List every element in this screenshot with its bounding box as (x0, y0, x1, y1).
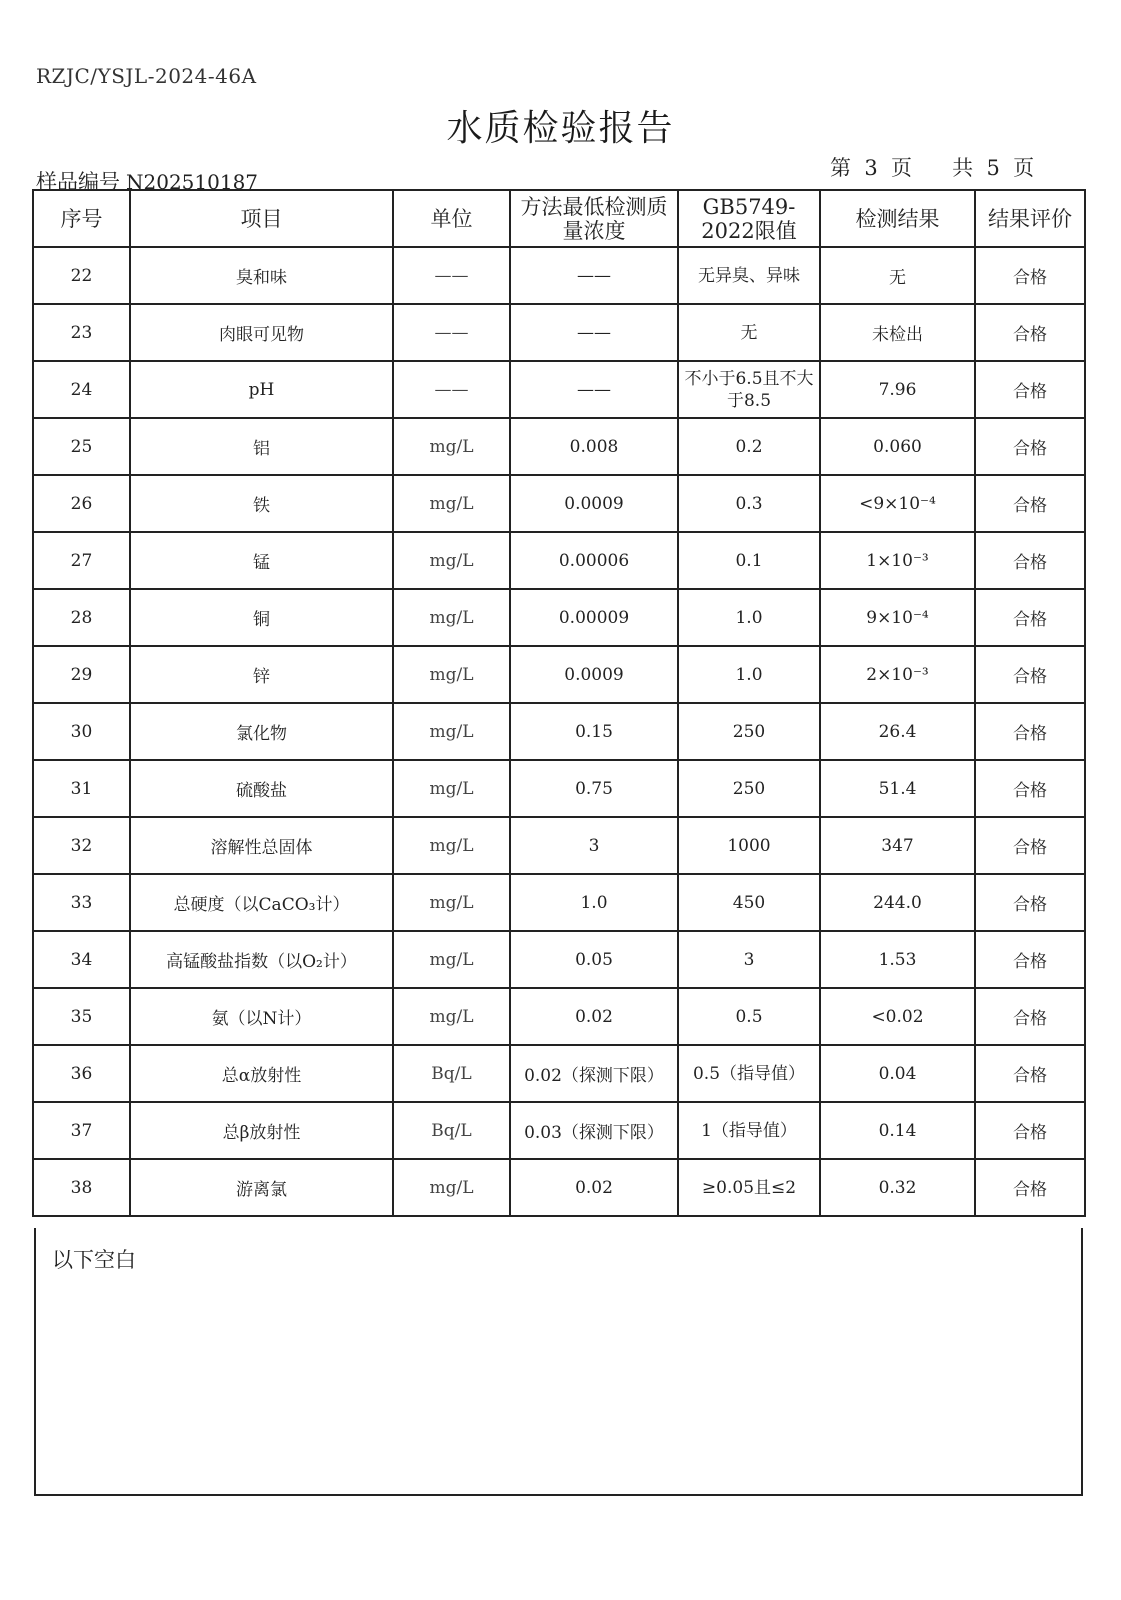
cell-seq: 25 (33, 418, 130, 475)
cell-unit: —— (393, 247, 510, 304)
cell-result: 7.96 (820, 361, 975, 418)
cell-mdl: 0.03（探测下限） (510, 1102, 678, 1159)
cell-result: 2×10⁻³ (820, 646, 975, 703)
cell-seq: 24 (33, 361, 130, 418)
cell-mdl: —— (510, 247, 678, 304)
cell-item: 臭和味 (130, 247, 393, 304)
cell-result: <9×10⁻⁴ (820, 475, 975, 532)
cell-result: 244.0 (820, 874, 975, 931)
cell-mdl: —— (510, 361, 678, 418)
table-row (33, 874, 1085, 931)
cell-eval: 合格 (975, 760, 1085, 817)
table-row (33, 760, 1085, 817)
table-row (33, 988, 1085, 1045)
cell-eval: 合格 (975, 874, 1085, 931)
cell-limit: 0.5（指导值） (678, 1045, 820, 1102)
page-info: 第 3 页 共 5 页 (830, 156, 1035, 180)
cell-unit: Bq/L (393, 1102, 510, 1159)
cell-limit: 0.3 (678, 475, 820, 532)
cell-eval: 合格 (975, 988, 1085, 1045)
cell-mdl: —— (510, 304, 678, 361)
col-header-unit: 单位 (393, 190, 510, 247)
cell-result: 0.060 (820, 418, 975, 475)
cell-result: 1×10⁻³ (820, 532, 975, 589)
cell-eval: 合格 (975, 1102, 1085, 1159)
cell-unit: mg/L (393, 760, 510, 817)
cell-eval: 合格 (975, 247, 1085, 304)
sample-label: 样品编号 (36, 170, 120, 194)
cell-item: 铁 (130, 475, 393, 532)
cell-unit: mg/L (393, 475, 510, 532)
table-row (33, 931, 1085, 988)
cell-unit: mg/L (393, 703, 510, 760)
cell-result: 0.14 (820, 1102, 975, 1159)
cell-item: 氨（以N计） (130, 988, 393, 1045)
cell-item: 硫酸盐 (130, 760, 393, 817)
cell-mdl: 1.0 (510, 874, 678, 931)
cell-limit: 1（指导值） (678, 1102, 820, 1159)
table-row (33, 361, 1085, 418)
cell-limit: 无 (678, 304, 820, 361)
cell-item: 总α放射性 (130, 1045, 393, 1102)
cell-eval: 合格 (975, 475, 1085, 532)
cell-eval: 合格 (975, 418, 1085, 475)
cell-seq: 34 (33, 931, 130, 988)
cell-seq: 36 (33, 1045, 130, 1102)
cell-unit: mg/L (393, 817, 510, 874)
cell-item: 铜 (130, 589, 393, 646)
col-header-mdl: 方法最低检测质量浓度 (510, 190, 678, 247)
cell-eval: 合格 (975, 361, 1085, 418)
cell-item: 铝 (130, 418, 393, 475)
cell-seq: 37 (33, 1102, 130, 1159)
cell-result: <0.02 (820, 988, 975, 1045)
table-row (33, 418, 1085, 475)
cell-item: 氯化物 (130, 703, 393, 760)
cell-limit: 1.0 (678, 589, 820, 646)
cell-seq: 35 (33, 988, 130, 1045)
cell-mdl: 0.02 (510, 988, 678, 1045)
cell-eval: 合格 (975, 817, 1085, 874)
cell-mdl: 0.15 (510, 703, 678, 760)
cell-limit: 3 (678, 931, 820, 988)
cell-mdl: 0.02（探测下限） (510, 1045, 678, 1102)
cell-limit: 1.0 (678, 646, 820, 703)
table-row (33, 247, 1085, 304)
cell-mdl: 3 (510, 817, 678, 874)
document-number: RZJC/YSJL-2024-46A (36, 64, 257, 88)
cell-seq: 31 (33, 760, 130, 817)
table-header-row (33, 190, 1085, 247)
cell-result: 0.04 (820, 1045, 975, 1102)
cell-result: 26.4 (820, 703, 975, 760)
cell-result: 347 (820, 817, 975, 874)
table-row (33, 589, 1085, 646)
cell-item: 游离氯 (130, 1159, 393, 1216)
cell-item: pH (130, 361, 393, 418)
cell-eval: 合格 (975, 1045, 1085, 1102)
cell-seq: 28 (33, 589, 130, 646)
table-row (33, 304, 1085, 361)
cell-unit: mg/L (393, 988, 510, 1045)
cell-mdl: 0.0009 (510, 646, 678, 703)
cell-limit: 0.5 (678, 988, 820, 1045)
cell-result: 无 (820, 247, 975, 304)
cell-seq: 29 (33, 646, 130, 703)
table-row (33, 475, 1085, 532)
cell-limit: 1000 (678, 817, 820, 874)
cell-mdl: 0.05 (510, 931, 678, 988)
cell-item: 溶解性总固体 (130, 817, 393, 874)
blank-note: 以下空白 (52, 1248, 136, 1272)
col-header-seq: 序号 (33, 190, 130, 247)
cell-unit: —— (393, 361, 510, 418)
cell-unit: mg/L (393, 931, 510, 988)
cell-unit: Bq/L (393, 1045, 510, 1102)
cell-eval: 合格 (975, 1159, 1085, 1216)
cell-unit: —— (393, 304, 510, 361)
blank-area (34, 1228, 1083, 1496)
cell-seq: 38 (33, 1159, 130, 1216)
cell-eval: 合格 (975, 703, 1085, 760)
cell-limit: 450 (678, 874, 820, 931)
col-header-result: 检测结果 (820, 190, 975, 247)
cell-result: 0.32 (820, 1159, 975, 1216)
cell-mdl: 0.00006 (510, 532, 678, 589)
cell-item: 肉眼可见物 (130, 304, 393, 361)
cell-seq: 23 (33, 304, 130, 361)
cell-unit: mg/L (393, 1159, 510, 1216)
cell-limit: 250 (678, 760, 820, 817)
cell-item: 高锰酸盐指数（以O₂计） (130, 931, 393, 988)
col-header-item: 项目 (130, 190, 393, 247)
cell-item: 锌 (130, 646, 393, 703)
cell-eval: 合格 (975, 646, 1085, 703)
cell-item: 总β放射性 (130, 1102, 393, 1159)
cell-mdl: 0.00009 (510, 589, 678, 646)
table-row (33, 1102, 1085, 1159)
cell-unit: mg/L (393, 874, 510, 931)
cell-limit: 250 (678, 703, 820, 760)
cell-result: 未检出 (820, 304, 975, 361)
cell-mdl: 0.02 (510, 1159, 678, 1216)
cell-unit: mg/L (393, 418, 510, 475)
table-row (33, 532, 1085, 589)
page-title: 水质检验报告 (446, 108, 675, 149)
cell-eval: 合格 (975, 589, 1085, 646)
cell-seq: 26 (33, 475, 130, 532)
cell-limit: 0.2 (678, 418, 820, 475)
cell-eval: 合格 (975, 931, 1085, 988)
cell-unit: mg/L (393, 646, 510, 703)
table-row (33, 646, 1085, 703)
cell-eval: 合格 (975, 532, 1085, 589)
cell-seq: 32 (33, 817, 130, 874)
cell-mdl: 0.0009 (510, 475, 678, 532)
cell-item: 总硬度（以CaCO₃计） (130, 874, 393, 931)
cell-item: 锰 (130, 532, 393, 589)
cell-eval: 合格 (975, 304, 1085, 361)
cell-seq: 22 (33, 247, 130, 304)
table-row (33, 703, 1085, 760)
table-row (33, 1045, 1085, 1102)
cell-result: 1.53 (820, 931, 975, 988)
cell-seq: 33 (33, 874, 130, 931)
report-table (32, 189, 1086, 1217)
cell-mdl: 0.75 (510, 760, 678, 817)
cell-unit: mg/L (393, 589, 510, 646)
cell-result: 51.4 (820, 760, 975, 817)
table-row (33, 1159, 1085, 1216)
table-row (33, 817, 1085, 874)
cell-mdl: 0.008 (510, 418, 678, 475)
cell-unit: mg/L (393, 532, 510, 589)
cell-limit: 0.1 (678, 532, 820, 589)
col-header-eval: 结果评价 (975, 190, 1085, 247)
cell-seq: 30 (33, 703, 130, 760)
cell-seq: 27 (33, 532, 130, 589)
cell-limit: 无异臭、异味 (678, 247, 820, 304)
cell-result: 9×10⁻⁴ (820, 589, 975, 646)
cell-limit: ≥0.05且≤2 (678, 1159, 820, 1216)
cell-limit: 不小于6.5且不大于8.5 (678, 361, 820, 418)
sample-value: N202510187 (126, 170, 259, 194)
col-header-limit: GB5749-2022限值 (678, 190, 820, 247)
